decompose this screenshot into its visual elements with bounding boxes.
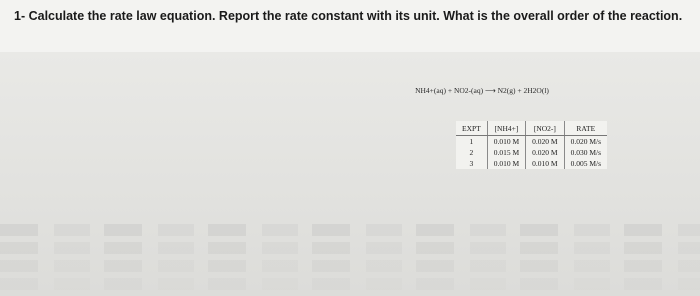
cell-nh4: 0.010 M xyxy=(487,136,525,148)
faded-text-line xyxy=(0,260,700,272)
cell-expt: 3 xyxy=(469,159,474,168)
faded-text-line xyxy=(0,278,700,290)
header-no2: [NO2-] xyxy=(526,121,564,136)
cell-no2: 0.010 M xyxy=(526,158,564,169)
table-row xyxy=(456,136,607,148)
cell-no2: 0.020 M xyxy=(526,147,564,158)
question-text: 1- Calculate the rate law equation. Report the rate constant with its unit. What is the overall order of the reaction. xyxy=(14,9,683,23)
cell-rate: 0.020 M/s xyxy=(564,136,607,148)
cell-rate: 0.005 M/s xyxy=(564,158,607,169)
faded-text-line xyxy=(0,242,700,254)
cell-nh4: 0.010 M xyxy=(487,158,525,169)
table-header-row xyxy=(456,121,607,136)
cell-nh4: 0.015 M xyxy=(487,147,525,158)
rate-data-table xyxy=(456,121,607,169)
table-row xyxy=(456,158,607,169)
cell-rate: 0.030 M/s xyxy=(564,147,607,158)
table-row xyxy=(456,147,607,158)
header-rate: RATE xyxy=(564,121,607,136)
header-nh4: [NH4+] xyxy=(487,121,525,136)
cell-no2: 0.020 M xyxy=(526,136,564,148)
faded-text-line xyxy=(0,224,700,236)
header-expt: EXPT xyxy=(456,121,487,136)
cell-expt: 2 xyxy=(469,148,474,157)
reaction-equation: NH4+(aq) + NO2-(aq) ⟶ N2(g) + 2H2O(l) xyxy=(415,86,549,95)
cell-expt: 1 xyxy=(469,137,474,146)
